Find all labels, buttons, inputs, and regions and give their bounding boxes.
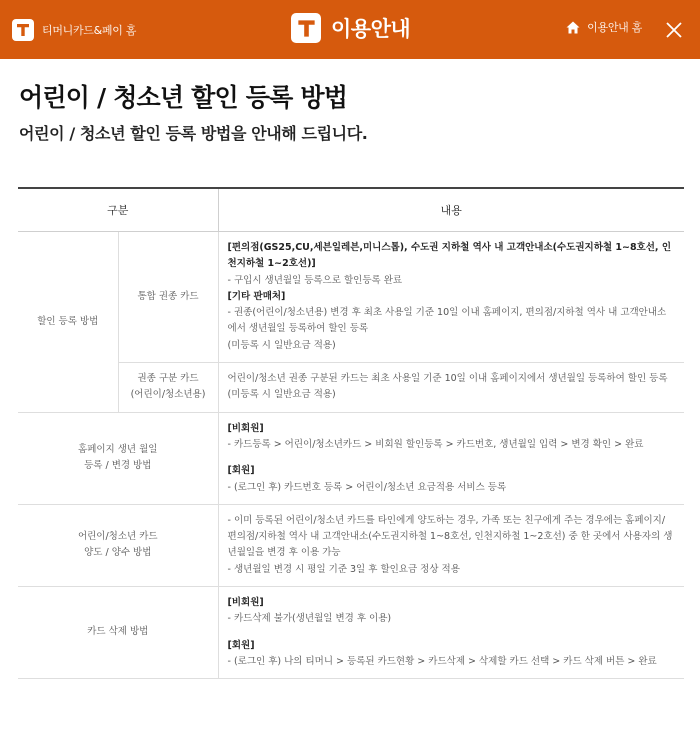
category-line: 양도 / 양수 방법 [84,547,152,559]
category-line: 홈페이지 생년 월일 [78,443,158,455]
content-line: - 카드등록 > 어린이/청소년카드 > 비회원 할인등록 > 카드번호, 생년월일 입력 > 변경 확인 > 완료 [227,438,644,450]
row-content [218,412,684,504]
category-line: 등록 / 변경 방법 [84,460,152,472]
spacer [228,453,675,463]
page-title: 어린이 / 청소년 할인 등록 방법 [19,83,348,112]
content-line: [편의점(GS25,CU,세븐일레븐,미니스톱), 수도권 지하철 역사 내 고객안내소(수도권지하철 1~8호선, 인천지하철 1~2호선)] [227,242,672,270]
page-subtitle: 어린이 / 청소년 할인 등록 방법을 안내해 드립니다. [19,124,368,143]
content-line: - (로그인 후) 카드번호 등록 > 어린이/청소년 요금적용 서비스 등록 [227,481,507,493]
home-icon [566,21,580,34]
subcategory-line: (어린이/청소년용) [130,389,206,401]
tmoney-logo-icon [291,13,321,43]
row-subcategory [118,363,218,413]
table-row [18,504,684,586]
tmoney-home-link[interactable] [12,17,136,43]
guide-home-link[interactable] [566,19,642,35]
table-header-row [18,188,684,232]
table-row [18,587,684,679]
row-content [218,232,684,363]
top-bar [0,0,700,59]
row-content [218,587,684,679]
spacer [228,628,675,638]
content-line: - 카드삭제 불가(생년월일 변경 후 이용) [227,613,392,625]
row-category [18,412,218,504]
row-category: 카드 삭제 방법 [18,587,218,679]
row-category [18,504,218,586]
content-line: [회원] [227,465,255,477]
content-line: (미등록 시 일반요금 적용) [227,339,336,351]
content-line: (미등록 시 일반요금 적용) [227,389,336,401]
content-line: - 생년월일 변경 시 평일 기준 3일 후 할인요금 정상 적용 [227,563,460,575]
content-line: [비회원] [227,422,264,434]
category-line: 어린이/청소년 카드 [77,531,158,543]
column-header-category: 구분 [18,188,218,232]
row-subcategory: 통합 권종 카드 [118,232,218,363]
content-line: [비회원] [227,597,264,609]
content-line: - 권종(어린이/청소년용) 변경 후 최초 사용일 기준 10일 이내 홈페이지, 편의점/지하철 역사 내 고객안내소에서 생년월일 등록하여 할인 등록 [227,307,667,335]
content-line: 어린이/청소년 권종 구분된 카드는 최초 사용일 기준 10일 이내 홈페이지에서 생년월일 등록하여 할인 등록 [227,373,668,385]
discount-info-table [18,187,684,679]
tmoney-home-label: 티머니카드&페이 홈 [42,24,137,37]
header-title: 이용안내 [331,17,411,41]
column-header-content: 내용 [218,188,684,232]
header-brand [291,13,410,43]
tmoney-logo-icon [12,19,34,41]
row-content [218,363,684,413]
table-row [18,363,684,413]
table-row [18,412,684,504]
table-row [18,232,684,363]
subcategory-line: 권종 구분 카드 [137,373,199,385]
content-line: [회원] [227,639,255,651]
row-category: 할인 등록 방법 [18,232,118,413]
content-line: [기타 판매처] [227,290,286,302]
content-line: - 구입시 생년월일 등록으로 할인등록 완료 [227,274,403,286]
content-line: - 이미 등록된 어린이/청소년 카드를 타인에게 양도하는 경우, 가족 또는 친구에게 주는 경우에는 홈페이지/편의점/지하철 역사 내 고객안내소(수도권지하철 1~8호선, 인천지하철 1~2호선) 중 한 곳에서 사용자의 생년월일을 변경 후 이용 가능 [227,514,673,559]
close-icon[interactable] [662,18,686,42]
row-content [218,504,684,586]
guide-home-label: 이용안내 홈 [587,21,642,34]
content-line: - (로그인 후) 나의 티머니 > 등록된 카드현황 > 카드삭제 > 삭제할 카드 선택 > 카드 삭제 버튼 > 완료 [227,655,657,667]
